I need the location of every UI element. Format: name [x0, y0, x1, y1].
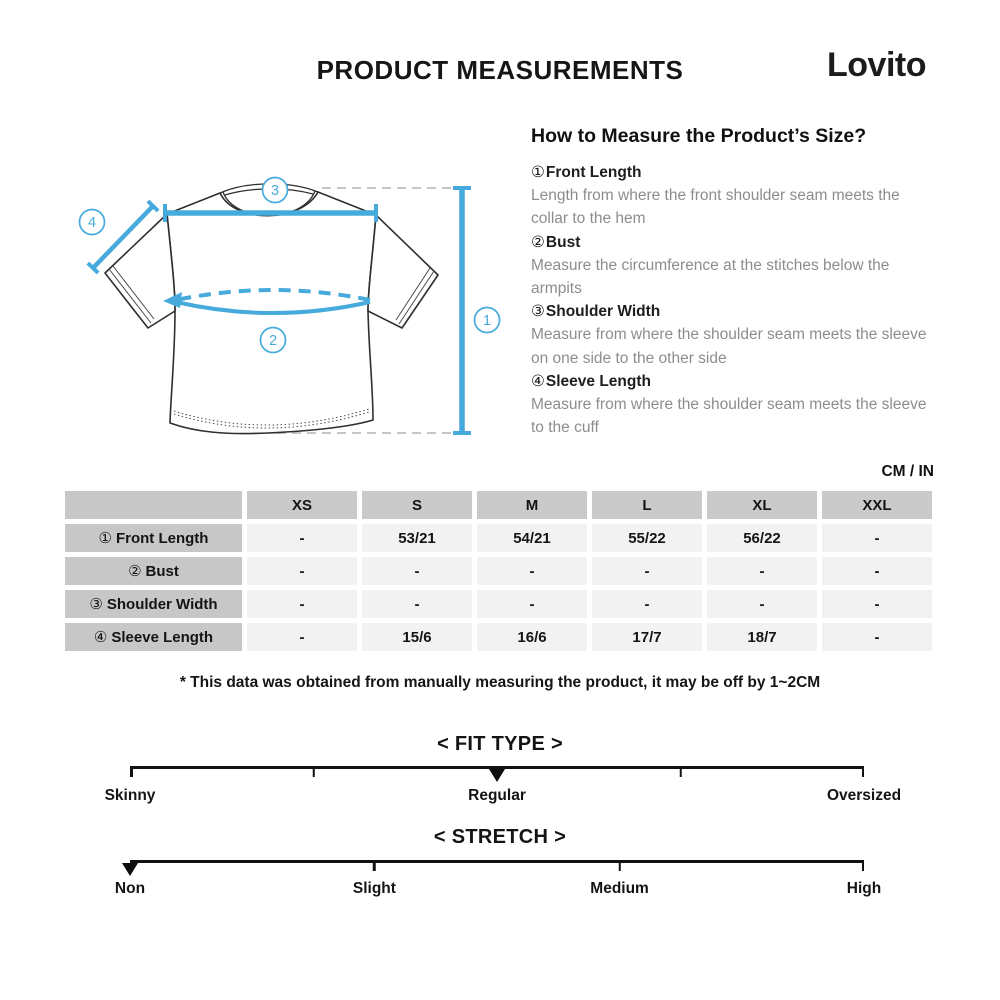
- page-title: PRODUCT MEASUREMENTS: [316, 55, 684, 85]
- scale-label: Medium: [590, 880, 649, 897]
- size-header-xs: XS: [247, 491, 357, 519]
- measure-item-name: Shoulder Width: [545, 303, 661, 321]
- measure-item-label: [531, 300, 929, 323]
- measure-item-bust: [531, 231, 929, 301]
- row-label: [65, 623, 242, 651]
- scale-label: Skinny: [104, 787, 156, 804]
- cell-value: 56/22: [707, 524, 817, 552]
- scale-line: [130, 860, 864, 863]
- row-label: [65, 524, 242, 552]
- cell-value: -: [822, 590, 932, 618]
- circled-number: ①: [531, 164, 545, 181]
- circled-number: ①: [98, 530, 112, 547]
- scale-label: Regular: [468, 787, 526, 804]
- circled-number: ②: [531, 233, 545, 251]
- cell-value: 17/7: [592, 623, 702, 651]
- cell-value: -: [247, 557, 357, 585]
- scale-label: Oversized: [826, 787, 902, 804]
- fit-type-scale: [130, 766, 864, 784]
- cell-value: -: [247, 623, 357, 651]
- size-header-xl: XL: [707, 491, 817, 519]
- table-row-sleeve-length: [65, 623, 932, 651]
- measure-item-desc: Measure from where the shoulder seam meets the sleeve to the cuff: [531, 396, 927, 437]
- size-header-m: M: [477, 491, 587, 519]
- tshirt-left-sleeve: [105, 214, 175, 328]
- circled-number: ③: [89, 596, 103, 613]
- stretch-marker: [122, 863, 138, 876]
- cell-value: -: [362, 557, 472, 585]
- scale-label: Non: [114, 880, 146, 897]
- fit-type-title: < FIT TYPE >: [437, 733, 563, 755]
- measure-item-desc: Measure from where the shoulder seam meets the sleeve on one side to the other side: [531, 326, 927, 367]
- scale-label: Slight: [352, 880, 396, 897]
- measure-item-front-length: [531, 161, 929, 231]
- cell-value: -: [247, 590, 357, 618]
- cell-value: -: [477, 590, 587, 618]
- scale-tick: [373, 860, 376, 871]
- cell-value: -: [247, 524, 357, 552]
- row-label-text: Bust: [145, 563, 179, 580]
- scale-tick: [862, 860, 865, 871]
- cell-value: -: [592, 590, 702, 618]
- brand-logo: Lovito: [827, 46, 926, 84]
- cell-value: -: [477, 557, 587, 585]
- scale-label: High: [846, 880, 882, 897]
- scale-tick: [862, 766, 865, 777]
- row-label: [65, 590, 242, 618]
- size-header-empty: [65, 491, 242, 519]
- callout-2: 2: [268, 333, 278, 349]
- cell-value: 15/6: [362, 623, 472, 651]
- size-table-header-row: [65, 491, 932, 519]
- scale-tick: [618, 860, 621, 871]
- callout-4: 4: [87, 215, 97, 231]
- stretch-scale: [130, 860, 864, 878]
- measure-item-label: [531, 161, 929, 184]
- disclaimer-note: * This data was obtained from manually measuring the product, it may be off by 1~2CM: [179, 674, 821, 691]
- cell-value: -: [707, 590, 817, 618]
- size-header-s: S: [362, 491, 472, 519]
- cell-value: 53/21: [362, 524, 472, 552]
- cell-value: -: [592, 557, 702, 585]
- cell-value: -: [362, 590, 472, 618]
- scale-tick: [130, 766, 133, 777]
- tshirt-measurement-diagram: [55, 148, 525, 473]
- cell-value: -: [822, 623, 932, 651]
- table-row-shoulder-width: [65, 590, 932, 618]
- cell-value: -: [707, 557, 817, 585]
- row-label-text: Shoulder Width: [106, 596, 218, 613]
- callout-1: 1: [482, 313, 492, 329]
- how-to-measure-section: [531, 123, 929, 439]
- measure-item-shoulder-width: [531, 300, 929, 370]
- circled-number: ③: [531, 303, 545, 321]
- unit-label: CM / IN: [881, 463, 934, 480]
- cell-value: 18/7: [707, 623, 817, 651]
- circled-number: ④: [93, 629, 108, 646]
- cell-value: -: [822, 524, 932, 552]
- measure-item-desc: Length from where the front shoulder seam meets the collar to the hem: [531, 187, 900, 228]
- size-header-l: L: [592, 491, 702, 519]
- stretch-title: < STRETCH >: [433, 826, 567, 848]
- cell-value: -: [822, 557, 932, 585]
- how-to-measure-title: How to Measure the Product’s Size?: [531, 125, 867, 147]
- measure-front-length-line: [453, 188, 471, 433]
- cell-value: 55/22: [592, 524, 702, 552]
- scale-tick: [312, 766, 315, 777]
- fit-type-labels: [104, 787, 902, 807]
- size-table: [60, 486, 937, 656]
- measure-item-desc: Measure the circumference at the stitches below the armpits: [531, 256, 890, 298]
- table-row-bust: [65, 557, 932, 585]
- table-row-front-length: [65, 524, 932, 552]
- measure-item-name: Bust: [545, 233, 581, 251]
- measure-item-label: [531, 370, 929, 393]
- cell-value: 16/6: [477, 623, 587, 651]
- measure-item-label: [531, 231, 929, 254]
- circled-number: ④: [531, 372, 545, 390]
- fit-type-marker: [489, 769, 505, 782]
- row-label: [65, 557, 242, 585]
- measure-item-sleeve-length: [531, 370, 929, 440]
- stretch-labels: [114, 880, 882, 900]
- cell-value: 54/21: [477, 524, 587, 552]
- row-label-text: Sleeve Length: [111, 629, 214, 646]
- measure-item-name: Sleeve Length: [545, 372, 651, 390]
- circled-number: ②: [128, 563, 142, 580]
- measure-item-name: Front Length: [545, 164, 642, 181]
- callout-3: 3: [270, 183, 280, 199]
- row-label-text: Front Length: [115, 530, 209, 547]
- size-header-xxl: XXL: [822, 491, 932, 519]
- scale-tick: [679, 766, 682, 777]
